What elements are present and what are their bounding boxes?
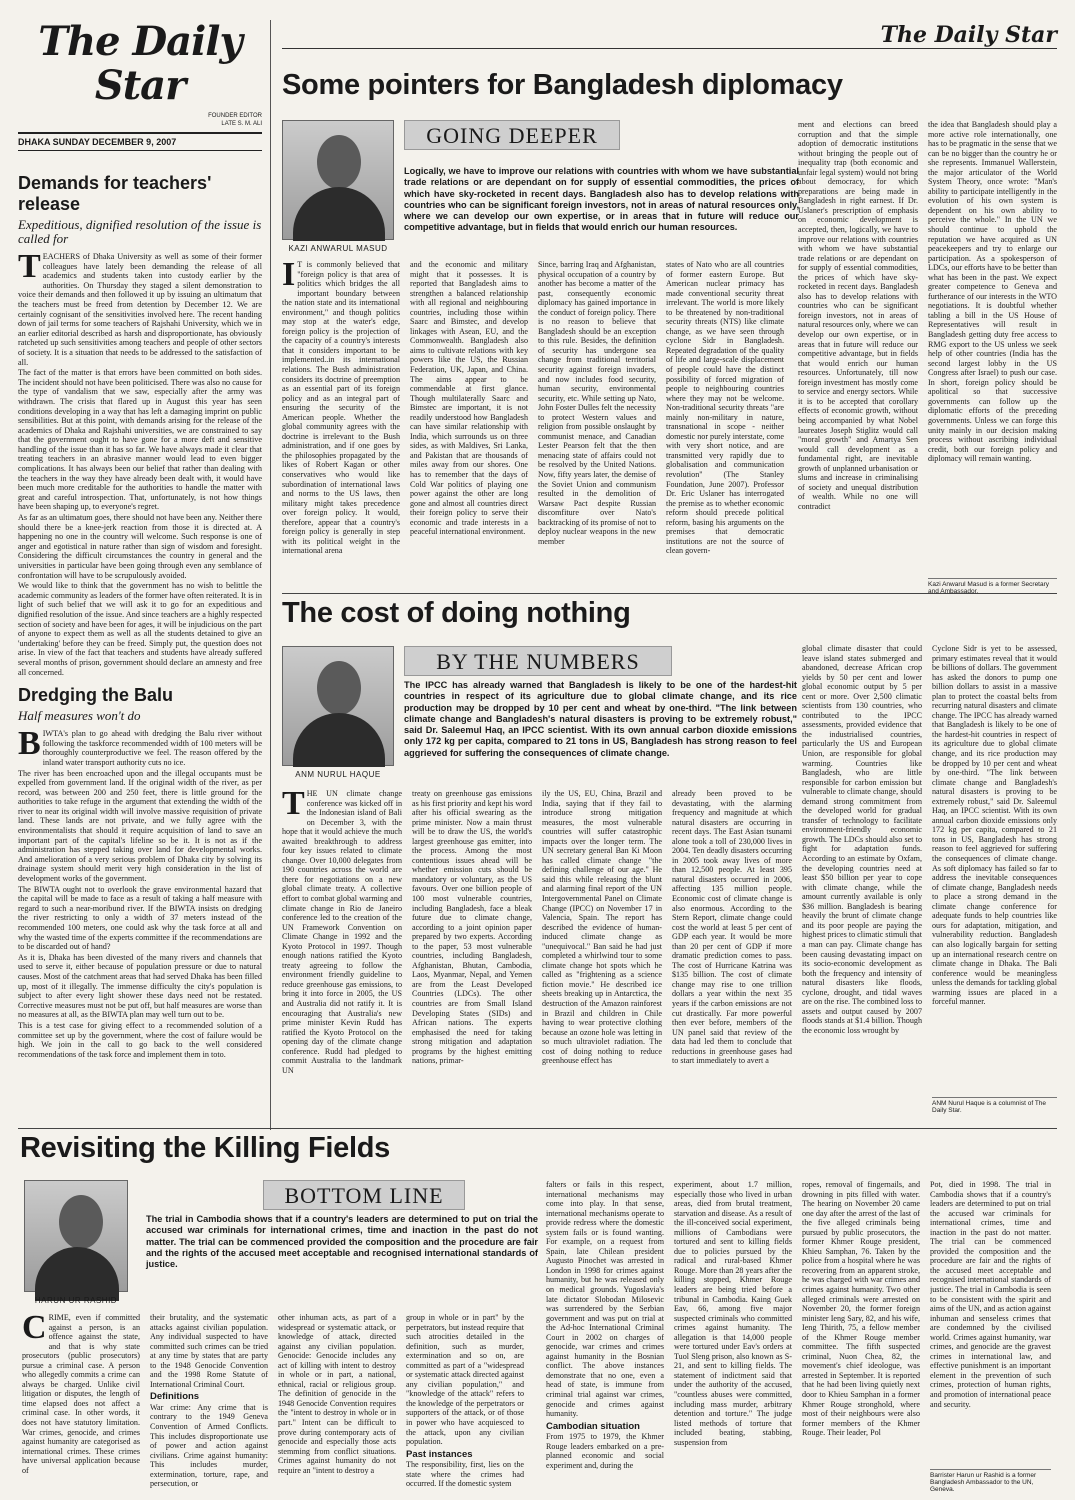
- editorial-paragraph: [18, 725, 262, 767]
- article-climate: [282, 596, 1057, 1116]
- author-photo-body: [293, 187, 385, 241]
- editorial-paragraph: As it is, Dhaka has been divested of the many rivers and channels that used to serve it, either because of population pressure or due to natural causes. Most of the catchment areas that had served Dhaka has been filled up, most of it illegally. The immense difficulty the city's population is subject to after every light shower these days need not be restated. Corrective measures must not be put off, but half measures are worse than no measures at all, as the BIWTA plan may well turn out to be.: [18, 952, 262, 1020]
- author-photo-face: [317, 661, 361, 715]
- editorial-paragraph: The river has been encroached upon and the illegal occupants must be expelled from government land. If the original width of the river, as per record, was between 200 and 250 feet, there is little ground for the authorities to take refuge in the argument that extending the width of the river to near its original width will involve massive requisition of private land. These lands are not private, and we fully agree with the environmentalists that should it require acquisition of land to save an important part of the capital's lifeline so be it. It is not as if the administration has stepped taking over land for developmental works. And amelioration of a very serious problem of Dhaka city by solving its drainage system should merit very high consideration in the list of development works of the government.: [18, 768, 262, 884]
- article-intro: The IPCC has already warned that Bangladesh is likely to be one of the hardest-hit countries in respect of its agriculture due to global climate change, and its rice production may be dropped by 10 per cent and wheat by one-third. "The link between climate change and Bangladesh's natural disasters is proving to be extremely robust," said Dr. Saleemul Haq, an IPCC scientist. With its own annual carbon dioxide emissions only 172 kg per capita, compared to 21 tons in US, Bangladesh has strong reason to feel aggrieved for suffering the consequences of climate change.: [404, 680, 797, 758]
- article-intro: Logically, we have to improve our relations with countries with whom we have substantial trade relations or are dependant on for supply of essential commodities, the prices of which have sky-rocketed in recent days. Bangladesh also has to develop relations with countries who can be significant foreign investors, not in areas of natural resources only, where we can develop our own expertise, or in areas that in future will reduce our competitive advantage, but in fields that would enrich our human resources.: [404, 166, 799, 233]
- author-photo-body: [35, 1247, 119, 1301]
- column-text: RIME, even if committed against a person, is an offence against the state, and that is why state prosecutors (public prosecutors) pursue a criminal case. A person who allegedly commits a crime can always be charged. Unlike civil litigation or disputes, the length of time elapsed does not affect a criminal case. In other words, it does not have statutory limitation. War crimes, genocide, and crimes against humanity are categorised as international crimes. These crimes have universal application because of: [22, 1313, 140, 1475]
- founder-name: LATE S. M. ALI: [221, 121, 262, 127]
- author-photo: [24, 1180, 128, 1292]
- editorial-headline-2: Dredging the Balu: [18, 685, 174, 706]
- author-byline: ANM NURUL HAQUE: [295, 770, 381, 779]
- subhead: Past instances: [406, 1448, 473, 1460]
- column-text: From 1975 to 1979, the Khmer Rouge leaders embarked on a pre-planned economic and social experiment and, during the: [546, 1432, 664, 1470]
- text-column: global climate disaster that could leave island states submerged and abandoned, decrease African crop yields by 50 per cent and lower global economic output by 5 per cent or more. Over 2,500 climatic scientists from 130 countries, who contributed to the IPCC assessments, provided evidence that the industrialised countries, particularly the US and European Union, are responsible for global warming. Countries like Bangladesh, who are little responsible for carbon emission but vulnerable to climate change, should demand strong commitment from the developed world for gradual transfer of technology to facilitate environment-friendly economic growth. The LDCs should also set to fight for adaptation funds. According to an estimate by Oxfam, the developing countries need at least $50 billion per year to cope with climate change, while the amount currently available is only $36 million. Bangladesh is bearing heavily the brunt of climate change and its poor people are paying the highest prices to climatic stimuli that a man can pay. Climate change has been causing devastating impact on its socio-economic development as both the frequency and intensity of natural disasters like floods, cyclone, drought, and tidal waves are on the rise. The combined loss to assets and output caused by 2007 floods stands at $1.4 billion. Though the economic loss wrought by: [802, 644, 922, 1035]
- author-byline: HARUN UR RASHID: [34, 1296, 118, 1305]
- column-banner: BY THE NUMBERS: [404, 646, 672, 676]
- drop-cap: I: [282, 260, 296, 293]
- article-body: [22, 1313, 538, 1490]
- column-text: Pot, died in 1998. The trial in Cambodia shows that if a country's leaders are determined to put on trial the accused war criminals for international crimes, time and inaction in the past do not matter. The trial can be commenced provided the composition and the procedure are fair and the rights of the accused meet acceptable and recognised international standards of justice. The trial in Cambodia is seen to be consistent with the spirit and aims of the UN, and as action against inhuman and senseless crimes that are condemned by the civilised world. Crimes against humanity, war crimes, and genocide are the gravest crimes in international law, and effective punishment is an important element in the prevention of such crimes, protection of human rights, and promotion of international peace and security.: [930, 1180, 1051, 1409]
- editorial-deck-1: Expeditious, dignified resolution of the issue is called for: [18, 217, 262, 246]
- text-column: ment and elections can breed corruption and that the simple adoption of democratic institutions without bringing the people out of inequality trap (both economic and unfair legal system) would not bring about democracy, for which preparations are being made in Bangladesh in right earnest. If Dr. Uslaner's prescription of emphasis on economic development is accepted, then, logically, we have to improve our relations with countries with whom we have substantial trade relations or are dependant on for supply of essential commodities, the prices of which have sky-rocketed in recent days. Bangladesh also has to develop relations with countries who can be significant foreign investors, not in areas of natural resources only, where we can develop our own expertise, or in areas that in future will reduce our competitive advantage, but in fields that would enrich our human resources. Unfortunately, till now foreign investment has mostly come to service and energy sectors. While it is to be accepted that corollary effects of economic growth, without being accompanied by what Nobel laureates Joseph Stiglitz would call "moral growth" and Amartya Sen would call development as a fundamental right, are inevitable growth of unplanned urbanisation or slums and increase in criminalising of society and unequal distribution of wealth. While no one will contradict: [798, 120, 918, 511]
- subhead: Definitions: [150, 1391, 200, 1403]
- author-photo-face: [317, 135, 361, 189]
- drop-cap: C: [22, 1313, 47, 1346]
- text-column: [406, 1313, 524, 1490]
- drop-cap: T: [282, 789, 305, 822]
- article-diplomacy: [282, 68, 1057, 598]
- text-column-last: [928, 120, 1057, 598]
- text-column: and the economic and military might that it possesses. It is reported that Bangladesh aims to strengthen a balanced relationship with all regional and neighbouring countries, including those within Saarc and Bimstec, and develop linkages with Asean, EU, and the Commonwealth. Bangladesh also aims to cultivate relations with key powers like the US, the Russian Federation, UK, Japan, and China. The aims appear to be commendable at first glance. Though multilaterally Saarc and Bimstec are important, it is not readily understood how Bangladesh can have similar relationship with India, which surrounds us on three sides, as with Maldives, Sri Lanka, and Pakistan that are thousands of miles away from our shores. One has to remember that the days of Cold War politics of playing one power against the other are long gone and almost all countries direct their foreign policy to serve their economic and trade interests in a peaceful international environment.: [410, 260, 528, 537]
- article-body-right: [546, 1180, 1057, 1493]
- text-column: treaty on greenhouse gas emissions as his first priority and kept his word after his official swearing as the prime minister. Now a main thrust will be to draw the US, the world's largest greenhouse gas emitter, into the process. Among the most contentious issues ahead will be whether emission cuts should be mandatory or voluntary, as the US favours. Over one billion people of 100 most vulnerable countries, including Bangladesh, face a bleak future due to climate change, according to a joint opinion paper prepared by two experts. According to the paper, 53 most vulnerable countries, including Bangladesh, Afghanistan, Bhutan, Cambodia, Laos, Myanmar, Nepal, and Yemen are from the Least Developed Countries (LDCs). The other countries are from Small Island Developing States (SIDs) and African nations. The experts emphasised the need for taking strong mitigation and adaptation programs by the highest emitting nations, primar-: [412, 789, 532, 1066]
- founder-title: FOUNDER EDITOR: [208, 113, 262, 119]
- column-text: HE UN climate change conference was kicked off in the Indonesian island of Bali on December 3, with the hope that it would achieve the much awaited breakthrough to address four key issues related to climate change. Over 10,000 delegates from 190 countries across the world are there for negotiations on a new global climate treaty. A collective effort to combat global warming and climate change in Rio de Janeiro conference led to the creation of the UN Framework Convention on Climate Change in 1992 and the Kyoto Protocol in 1997. Though enough nations ratified the Kyoto treaty agreeing to follow the environment friendly guideline to reduce greenhouse gas emissions, to bring it into force in 2005, the US and Australia did not ratify it. It is encouraging that Australia's new prime minister Kevin Rudd has ratified the Kyoto Protocol on the opening day of the climate change conference. Rudd had pledged to commit Australia to the landmark UN: [282, 789, 402, 1075]
- text-column: Since, barring Iraq and Afghanistan, physical occupation of a country by another has become a matter of the past, consequently economic diplomacy has gained importance in the conduct of foreign policy. There is no reason to believe that Bangladesh should be an exception to this rule. Besides, the definition of security has undergone sea change from traditional territorial security against foreign invaders, and now includes food security, human security, environmental security, etc. While setting up Nato, John Foster Dulles felt the necessity to protect Western values and religion from possible onslaught by communist menace, and Canadian Lester Pearson felt that the then menacing state of affairs could not be resolved by the United Nations. Now, fifty years later, the demise of the Soviet Union and communism resulted in the demolition of Warsaw Pact despite Russian discomfiture over Nato's backtracking of its promise of not to deploy nuclear weapons in the new member: [538, 260, 656, 546]
- paragraph-text: EACHERS of Dhaka University as well as some of their former colleagues have lately been demanding the release of all academics and students taken into custody earlier by the authorities. On Thursday they staged a silent demonstration to voice their demands and then followed it up by issuing an ultimatum that the teachers must be freed from detention by December 12. We are certainly cognisant of the sensitivities involved here. The recent handing down of jail terms for some teachers of Rajshahi University, which we in an earlier editorial described as harsh and disproportionate, has obviously ratcheted up such sensitivities among teachers and people of other sectors of society. It is a situation that needs to be addressed to the satisfaction of all.: [18, 252, 262, 367]
- text-column: other inhuman acts, as part of a widespread or systematic attack, or knowledge of attack, directed against any civilian population. Genocide: Genocide includes any act of killing with intent to destroy in whole or in part, a national, ethnical, racial or religious group. The definition of genocide in the 1948 Genocide Convention requires the "intent to destroy in whole or in part." Intent can be difficult to prove during contemporary acts of genocide and especially those acts stemming from conflict situations. Crimes against humanity do not require an "intent to destroy a: [278, 1313, 396, 1475]
- dateline: DHAKA SUNDAY DECEMBER 9, 2007: [18, 132, 262, 151]
- editorial-paragraph: As far as an ultimatum goes, there should not have been any. Neither there should there be a knee-jerk reaction from those it is directed at. A happening no one in the country will welcome. Such response is one of anger and egotistical in nature rather than sign of wisdom and foresight. Considering the difficult circumstances the country in general and the universities in particular have been going through even any semblance of confrontation will have to be scrupulously avoided.: [18, 513, 262, 580]
- editorial-deck-2: Half measures won't do: [18, 708, 141, 724]
- editorial-paragraph: The BIWTA ought not to overlook the grave environmental hazard that the capital will be made to face as a result of taking a half measure with regard to such a near-moribund river. If the BIWTA insists on dredging the river restricting to only a width of 37 meters instead of the recommended 100 meters, one could ask why the task force at all and why the wasted time of the experts committee if the recommendations are to be discarded out of hand?: [18, 884, 262, 952]
- author-credit: ANM Nurul Haque is a columnist of The Daily Star.: [932, 1097, 1057, 1114]
- column-banner: GOING DEEPER: [404, 120, 620, 150]
- author-photo: [282, 120, 394, 240]
- text-column: [22, 1313, 140, 1490]
- article-body: [282, 789, 796, 1116]
- editorial-paragraph: [18, 248, 262, 367]
- column-text: War crime: Any crime that is contrary to the 1949 Geneva Convention of Armed Conflicts. This includes disproportionate use of power and action against civilians. Crime against humanity: This includes murder, extermination, torture, rape, and persecution, or: [150, 1402, 268, 1489]
- text-column: [150, 1313, 268, 1490]
- author-byline: KAZI ANWARUL MASUD: [288, 244, 388, 253]
- text-column: experiment, about 1.7 million, especially those who lived in urban areas, died from brutal treatment, starvation and disease. As a result of the ill-conceived social experiment, millions of Cambodians were tortured and sent to killing fields due to policies pursued by the radical and rural-based Khmer Rouge. More than 28 years after the killing stopped, Khmer Rouge leaders are being tried before a tribunal in Cambodia. Kaing Guek Eav, 66, among five major suspected criminals who committed crimes against humanity. The allegation is that 14,000 people were tortured under Eav's orders at Tuol Sleng prison, also known as S-21, and sent to killing fields. The statement of indictment said that under the authority of the accused, "countless abuses were committed, including mass murder, arbitrary detention and torture." The judge listed methods of torture that included beating, stabbing, suspension from: [674, 1180, 792, 1447]
- column-text: their brutality, and the systematic attacks against civilian population. Any individual suspected to have committed such crimes can be tried at any time by states that are party to the 1948 Genocide Convention and the 1998 Rome Statute of International Criminal Court.: [150, 1313, 268, 1389]
- text-column: ily the US, EU, China, Brazil and India, saying that if they fail to introduce strong mitigation measures, the most vulnerable countries will suffer catastrophic impacts over the longer term. The UN secretary general Ban Ki Moon has called climate change "the defining challenge of our age." He said this while releasing the blunt and alarming final report of the UN Intergovernmental Panel on Climate Change (IPCC) on November 17 in Valencia, Spain. The report has described the evidence of human-induced climate change as "unequivocal." Ban said he had just completed a whirlwind tour to some climate change hot spots which he called as "frightening as a science fiction movie." He described ice sheets breaking up in Antarctica, the destruction of the Amazon rainforest in Brazil and children in Chile having to wear protective clothing because an ozone hole was letting in so much ultraviolet radiation. The cost of doing nothing to reduce greenhouse effect has: [542, 789, 662, 1066]
- section-rule: [282, 593, 1057, 594]
- column-text: Cyclone Sidr is yet to be assessed, primary estimates reveal that it would be billions of dollars. The government has asked the donors to pump one billion dollars to assist in a massive plan to protect the coastal belts from recurring natural disasters and climate change. The IPCC has already warned that Bangladesh is likely to be one of the hardest-hit countries in respect of its agriculture due to global climate change, and its rice production may be dropped by 10 per cent and wheat by one-third. "The link between climate change and Bangladesh's natural disasters is proving to be extremely robust," said Dr. Saleemul Haq, an IPCC scientist. With its own annual carbon dioxide emissions only 172 kg per capita, compared to 21 tons in US, Bangladesh has strong reason to feel aggrieved for suffering the consequences of climate change. As soft diplomacy has failed so far to address the inevitable consequences of climate change, Bangladesh needs to place a strong demand in the climate change conference for adequate funds to help countries like ours for adaptation, mitigation, and vulnerability reduction. Bangladesh can also logically bargain for setting up an international research centre on climate change in Dhaka. The Bali conference would be meaningless unless the demands for tackling global warming issues are placed in a forceful manner.: [932, 644, 1057, 1007]
- masthead-small-logo: The Daily Star: [880, 22, 1057, 48]
- column-text: The responsibility, first, lies on the state where the crimes had occurred. If the domestic system: [406, 1460, 524, 1489]
- masthead-logo: The Daily Star: [38, 18, 242, 109]
- text-column: already been proved to be devastating, with the alarming frequency and magnitude at which natural disasters are occurring in recent days. The East Asian tsunami alone took a toll of 230,000 lives in 2004. Ten deadly disasters occurring in 2005 took away lives of more than 12,500 people. At least 395 natural disasters occurred in 2006, affecting 135 million people. Economic cost of climate change is also enormous. According to the Stern Report, climate change could cost the world at least 5 per cent of GDP each year. It would be more than 20 per cent of GDP if more dramatic prediction comes to pass. The cost of Hurricane Katrina was $135 billion. The cost of climate change may rise to one trillion dollars a year within the next 35 years if the carbon emissions are not cut drastically. Far more powerful then ever before, members of the UN panel said that review of the data had led them to conclude that reductions in greenhouse gases had to start immediately to avert a: [672, 789, 792, 1066]
- founder-line: [18, 112, 262, 128]
- text-column-last: [932, 644, 1057, 1116]
- editorial-column: [18, 20, 271, 1130]
- editorial-paragraph: We would like to think that the government has no wish to belittle the academic community as leaders of the former have often reiterated. It is in light of such belief that we will ask it to go for an expeditious and dignified resolution of the issue. And since teachers are a highly respected section of society and have been for ages, it will be injudicious on the part of anyone to expect them as well as all the students detained to give an 'undertaking' before they can be freed. Simply put, the question does not arise. In view of the fact that teachers and students have already suffered several months of prison, government should declare an amnesty and free all concerned.: [18, 581, 262, 677]
- author-photo-body: [293, 713, 385, 767]
- column-text: falters or fails in this respect, international mechanisms may come into play. In that sense, international mechanisms operate to provide redress where the domestic system fails or is found wanting. For example, on a request from Spain, late Chilean president Augusto Pinochet was arrested in London in 1998 for crimes against humanity, but he was released only on medical grounds. Yugoslavia's late dictator Slobodan Milosevic was surrendered by the Serbian government and was put on trial at the Ad-hoc International Criminal Court in 2002 on charges of genocide, war crimes and crimes against humanity in the Bosnian conflict. The above instances demonstrate that no one, even a head of state, is immune from criminal trial against war crimes, genocide and crimes against humanity.: [546, 1180, 664, 1419]
- text-column: [546, 1180, 664, 1490]
- author-credit: Kazi Anwarul Masud is a former Secretary and Ambassador.: [928, 578, 1057, 595]
- article-headline: The cost of doing nothing: [282, 597, 631, 629]
- text-column: states of Nato who are all countries of former eastern Europe. But American nuclear primacy has made conventional security threat irrelevant. The world is more likely to be threatened by non-traditional security threats (NTS) like climate change, as we have seen through cyclone Sidr in Bangladesh. Repeated degradation of the quality of life and large-scale displacement of people could have the distinct possibility of forced migration of people to neighbouring countries where they may not be welcome. Non-traditional security threats "are mainly non-military in nature, transnational in scope - neither domestic nor purely interstate, come with very short notice, and are transmitted very rapidly due to globalisation and communication revolution" (The Stanley Foundation, June 2007). Professor Dr. Eric Uslaner has interrogated the premise as to whether economic reform should precede political reform, basing his arguments on the premises that democratic institutions are not the source of clean govern-: [666, 260, 784, 556]
- column-text: group in whole or in part" by the perpetrators, but instead require that such atrocities detailed in the definition, such as murder, extermination and so on, are committed as part of a "widespread or systematic attack directed against any civilian population," and "knowledge of the attack" refers to the knowledge of the perpetrators or supporters of the attack, or of those in power who have acquiesced to the attack, upon any civilian population.: [406, 1313, 524, 1447]
- subhead: Cambodian situation: [546, 1420, 640, 1432]
- article-headline: Some pointers for Bangladesh diplomacy: [282, 69, 843, 101]
- article-intro: The trial in Cambodia shows that if a country's leaders are determined to put on trial the accused war criminals for international crimes, time and inaction in the past do not matter. The trial can be commenced provided the composition and the procedure are fair and the rights of the accused meet acceptable and recognised international standards of justice.: [146, 1214, 538, 1270]
- column-text: T is commonly believed that "foreign policy is that area of politics which bridges the all important boundary between the nation state and its international environment," and though politics may stop at the water's edge, foreign policy is the projection of the capacity of a country's interests that it considers important to be implemented..in its international relations. The Bush administration considers its doctrine of preemption as an essential part of its foreign policy and as an integral part of ensuring the security of the American people. Whether the global community agrees with the doctrine is irrelevant to the Bush administration, and if one goes by the philosophies propagated by the likes of Robert Kagan or other conservatives who would like subordination of international laws and norms to the US laws, then military might takes precedence over foreign policy. It would, therefore, appear that a country's foreign policy is generally in step with its political weight in the international arena: [282, 260, 400, 556]
- author-photo: [282, 646, 394, 766]
- drop-cap: B: [18, 725, 41, 763]
- author-credit: Barrister Harun ur Rashid is a former Bangladesh Ambassador to the UN, Geneva.: [930, 1469, 1051, 1493]
- text-column: [282, 789, 402, 1116]
- top-rule: [282, 48, 1057, 49]
- text-column: [282, 260, 400, 598]
- author-photo-face: [59, 1195, 103, 1249]
- editorial-paragraph: This is a test case for giving effect to a recommended solution of a committee set up by the government, where the cost of failure would be high. We join in the call to go back to the well considered recommendations of the task force and implement them in toto.: [18, 1020, 262, 1059]
- drop-cap: T: [18, 248, 41, 285]
- column-banner: BOTTOM LINE: [263, 1180, 465, 1210]
- article-killing-fields: [18, 1128, 1057, 1493]
- text-column-last: [930, 1180, 1051, 1493]
- article-headline: Revisiting the Killing Fields: [20, 1132, 390, 1164]
- column-text: the idea that Bangladesh should play a more active role internationally, one has to be pragmatic in the sense that we can be no bigger than the country he or she represents. Immanuel Wallerstein, the major articulator of the World System Theory, once wrote: "Man's ability to participate intelligently in the evolution of his own system is dependent on his own ability to perceive the whole." In the UN we should continue to uphold the reputation we have acquired as UN peacekeepers and try to enlarge our participation. As a spokesperson of LDCs, our efforts have to be better than what has been in the past. We expect greater competence to Geneva and furtherance of our interests in the WTO negotiations. It is doubtful whether tabling a bill in the US House of Representatives will result in Bangladesh getting duty free access to RMG export to the US unless we seek help of other countries (India has the second largest lobby in the US Congress after Israel) to push our case. In short, foreign policy should be apolitical so that successive governments can follow up the diplomatic efforts of the preceding governments. Unless we can forge this unity mainly in our decision making process without ascribing individual credit, both our foreign policy and diplomacy will remain wanting.: [928, 120, 1057, 464]
- paragraph-text: IWTA's plan to go ahead with dredging the Balu river without following the taskforce recommended width of 100 meters will be thoroughly counterproductive we feel. The reason offered by the inland water transport authority cuts no ice.: [42, 729, 262, 767]
- text-column: ropes, removal of fingernails, and drowning in pits filled with water. The hearing on November 20 came one day after the arrest of the last of the five alleged criminals being pursued by public prosecutors, the former Khmer Rouge president, Khieu Samphan, 76. Taken by the police from a hospital where he was recovering from an apparent stroke, he was charged with war crimes and crimes against humanity. Two other alleged criminals were arrested on November 20, the former foreign minister Ieng Sary, 82, and his wife, Ieng Thirith, 75, a fellow member of the Khmer Rouge member committee. The fifth suspected criminal, Nuon Chea, 82, the movement's chief ideologue, was arrested in September. It is reported that he had been living quietly next door to Khieu Samphan in a former Khmer Rouge stronghold, where most of their neighbours were also former members of the Khmer Rouge. Their leader, Pol: [802, 1180, 920, 1438]
- editorial-headline-1: Demands for teachers' release: [18, 173, 212, 214]
- editorial-paragraph: The fact of the matter is that errors have been committed on both sides. The incident should not have been politicised. There was also no cause for the type of vandalism that we saw, especially after the army was withdrawn. The crisis that flared up in August this year has seen conditions developing in a way that has left a damaging imprint on public sensibilities. But at this point, with demands arising for the release of the academics of Dhaka and Rajshahi universities, we are constrained to say that the government ought to have gone for a more deft and sensitive handling of the issue than it has so far. We have always made it clear that treating teachers in an abrasive manner would lead to even bigger complications. It has always been our belief that rather than dealing with the teachers in the way they have already been dealt with, it would have been much more creditable for the authorities to handle the matter with great and careful introspection. That, unfortunately, is not how things have been shaping up, to everyone's regret.: [18, 368, 262, 512]
